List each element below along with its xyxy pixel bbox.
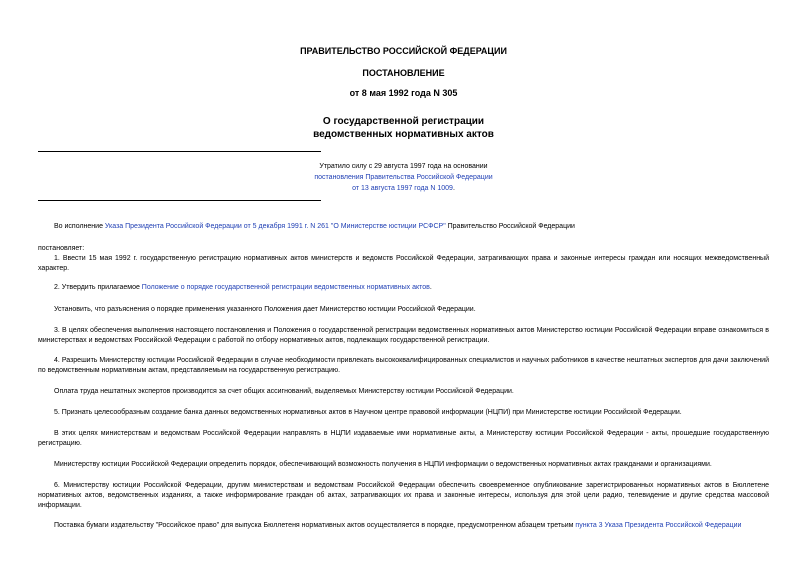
intro-text-end: Правительство Российской Федерации: [445, 223, 575, 230]
status-note-end: .: [452, 185, 455, 192]
paragraph-2: [38, 283, 769, 293]
paragraph-3: 3. В целях обеспечения выполнения настоящего постановления и Положения о государственной регистрации ведомственных нормативных актов Министерство юстиции Российской Федерации вправе ознакомиться в министерствах и ведомствах Российской Федерации с работой по отбору нормативных актов, подлежащих государственной регистрации.: [38, 327, 769, 344]
document-title: [0, 115, 807, 141]
paragraph-4-payment: Оплата труда нештатных экспертов производится за счет общих ассигнований, выделяемых Министерству юстиции Российской Федерации.: [54, 388, 514, 395]
intro-paragraph: [38, 222, 769, 232]
divider-bottom: [38, 200, 321, 201]
title-line-2: ведомственных нормативных актов: [313, 129, 494, 140]
status-note: [0, 161, 807, 194]
document-date-number: от 8 мая 1992 года N 305: [349, 88, 458, 98]
paragraph-4: 4. Разрешить Министерству юстиции Российской Федерации в случае необходимости привлекать высококвалифицированных специалистов и научных работников в качестве нештатных экспертов для дачи заключений по ведомственным нормативным актам, представляемым на государственную регистрацию.: [38, 357, 769, 374]
paragraph-2-start: 2. Утвердить прилагаемое: [54, 284, 142, 291]
paragraph-5: 5. Признать целесообразным создание банка данных ведомственных нормативных актов в Научном центре правовой информации (НЦПИ) при Министерстве юстиции Российской Федерации.: [54, 409, 682, 416]
regulation-link[interactable]: Положение о порядке государственной регистрации ведомственных нормативных актов: [141, 284, 430, 291]
paragraph-5-submission: В этих целях министерствам и ведомствам Российской Федерации направлять в НЦПИ издаваемые ими нормативные акты, а Министерству юстиции Российской Федерации - акты, прошедшие государственную регистрацию.: [38, 430, 769, 447]
repeal-decree-link[interactable]: постановления Правительства Российской Федерации: [314, 174, 493, 181]
divider-top: [38, 151, 321, 152]
decree-paragraph-3-link[interactable]: пункта 3 Указа Президента Российской Федерации: [575, 522, 742, 529]
title-line-1: О государственной регистрации: [322, 116, 485, 127]
paragraph-1: 1. Ввести 15 мая 1992 г. государственную регистрацию нормативных актов министерств и ведомств Российской Федерации, затрагивающих права и законные интересы граждан или носящих межведомственный характер.: [38, 255, 769, 272]
paragraph-5-access: Министерству юстиции Российской Федерации определить порядок, обеспечивающий возможность получения в НЦПИ информации о ведомственных нормативных актах гражданами и организациями.: [54, 461, 712, 468]
paragraph-2-clarification: Установить, что разъяснения о порядке применения указанного Положения дает Министерство юстиции Российской Федерации.: [54, 306, 476, 313]
resolves-label: постановляет:: [38, 245, 85, 252]
status-note-line-1: Утратило силу с 29 августа 1997 года на основании: [319, 163, 488, 170]
repeal-decree-date-link[interactable]: от 13 августа 1997 года N 1009: [352, 185, 453, 192]
presidential-decree-link[interactable]: Указа Президента Российской Федерации от 5 декабря 1991 г. N 261 "О Министерстве юстиции РСФСР": [104, 223, 446, 230]
paragraph-6: 6. Министерству юстиции Российской Федерации, другим министерствам и ведомствам Российской Федерации обеспечить своевременное опубликование зарегистрированных нормативных актов в Бюллетене нормативных актов, ведомственных изданиях, а также информирование граждан об актах, затрагивающих их права и законные интересы, используя для этой цели радио, телевидение и другие средства массовой информации.: [38, 482, 769, 509]
intro-text-start: Во исполнение: [54, 223, 105, 230]
paragraph-6-paper-supply: [38, 521, 769, 531]
paragraph-2-end: .: [429, 284, 432, 291]
paragraph-6-paper-start: Поставка бумаги издательству "Российское право" для выпуска Бюллетеня нормативных актов осуществляется в порядке, предусмотренном абзацем третьим: [54, 522, 576, 529]
document-type: ПОСТАНОВЛЕНИЕ: [362, 68, 445, 78]
government-name: ПРАВИТЕЛЬСТВО РОССИЙСКОЙ ФЕДЕРАЦИИ: [300, 46, 507, 56]
